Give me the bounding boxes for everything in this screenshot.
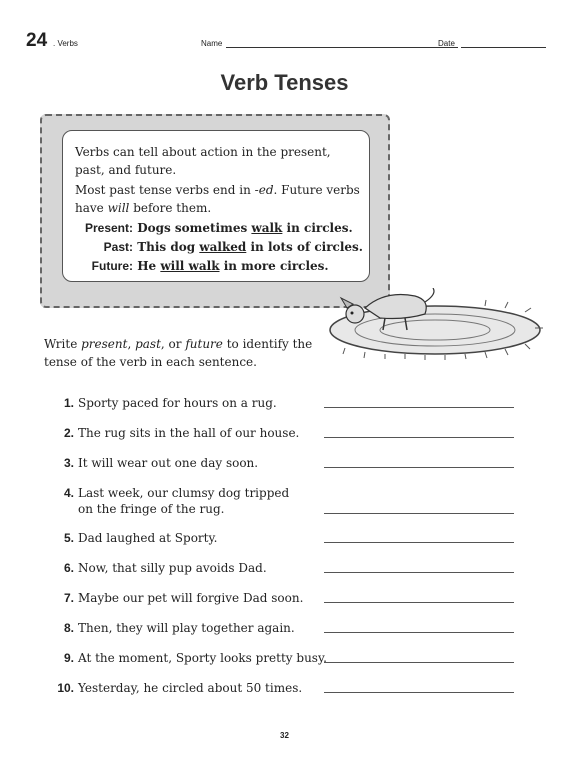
name-label: Name (201, 39, 223, 48)
rule-box (62, 130, 370, 282)
answer-line-5[interactable] (324, 542, 514, 543)
example-future: Future: He will walk in more circles. (91, 259, 329, 273)
answer-line-8[interactable] (324, 632, 514, 633)
question-1: 1. Sporty paced for hours on a rug. (63, 396, 277, 410)
question-8: 8. Then, they will play together again. (63, 621, 295, 635)
name-field[interactable] (226, 47, 458, 48)
question-4: 4. Last week, our clumsy dog tripped on the fringe of the rug. (63, 486, 290, 516)
question-9: 9. At the moment, Sporty looks pretty busy. (63, 651, 327, 665)
question-10: 10. Yesterday, he circled about 50 times. (57, 681, 303, 695)
question-6: 6. Now, that silly pup avoids Dad. (63, 561, 267, 575)
question-3: 3. It will wear out one day soon. (63, 456, 259, 470)
example-present: Present: Dogs sometimes walk in circles. (84, 221, 353, 235)
page-number: 24 (26, 30, 48, 51)
question-2: 2. The rug sits in the hall of our house. (63, 426, 300, 440)
answer-line-4[interactable] (324, 513, 514, 514)
example-past: Past: This dog walked in lots of circles. (103, 240, 363, 254)
answer-line-10[interactable] (324, 692, 514, 693)
answer-line-9[interactable] (324, 662, 514, 663)
unit-label: . Verbs (53, 39, 78, 48)
page-title: Verb Tenses (220, 70, 349, 95)
question-5: 5. Dad laughed at Sporty. (63, 531, 218, 545)
question-7: 7. Maybe our pet will forgive Dad soon. (63, 591, 304, 605)
instructions: Write present, past, or future to identify the tense of the verb in each sentence. (44, 337, 313, 369)
answer-line-6[interactable] (324, 572, 514, 573)
dog-on-rug-illustration (325, 288, 555, 360)
answer-line-3[interactable] (324, 467, 514, 468)
date-field[interactable] (461, 47, 546, 48)
date-label: Date (438, 39, 455, 48)
answer-line-2[interactable] (324, 437, 514, 438)
answer-line-7[interactable] (324, 602, 514, 603)
rule-text-2: Most past tense verbs end in -ed. Future verbs have will before them. (75, 183, 360, 215)
page-footer-number: 32 (280, 731, 289, 740)
page-header (26, 30, 546, 52)
answer-line-1[interactable] (324, 407, 514, 408)
rule-text-1: Verbs can tell about action in the present, past, and future. (75, 145, 331, 177)
